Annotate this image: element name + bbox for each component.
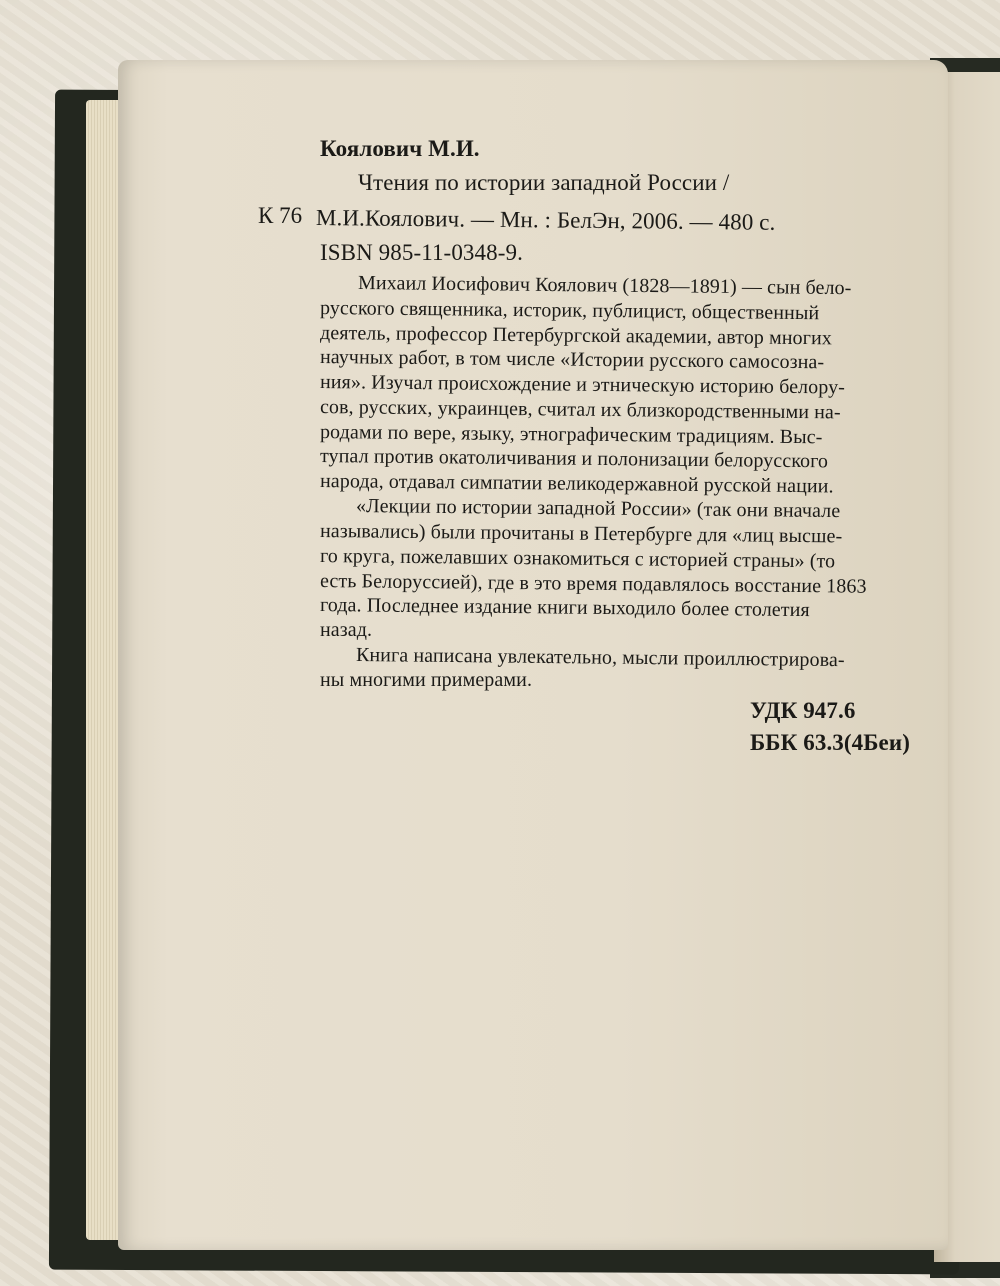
annotation-line: Книга написана увлекательно, мысли проиллюстрирова- <box>355 644 845 672</box>
isbn: ISBN 985-11-0348-9. <box>320 240 523 265</box>
annotation-line: «Лекции по истории западной России» (так они вначале <box>355 495 841 523</box>
annotation-line: ния». Изучал происхождение и этническую историю белору- <box>319 371 846 399</box>
author-heading: Коялович М.И. <box>320 136 480 161</box>
annotation-line: русского священника, историк, публицист, общественный <box>319 297 820 325</box>
annotation-line: назад. <box>320 619 373 641</box>
udk-code: УДК 947.6 <box>750 698 856 723</box>
annotation-line: есть Белоруссией), где в это время подавлялось восстание 1863 <box>319 570 867 598</box>
annotation-line: года. Последнее издание книги выходило более столетия <box>319 594 810 622</box>
publication-line: М.И.Коялович. — Мн. : БелЭн, 2006. — 480 с. <box>315 205 776 235</box>
bbk-code: ББК 63.3(4Беи) <box>750 730 910 755</box>
annotation-line: народа, отдавал симпатии великодержавной русской нации. <box>319 470 834 498</box>
annotation-line: Михаил Иосифович Коялович (1828—1891) — сын бело- <box>357 272 852 300</box>
annotation-line: сов, русских, украинцев, считал их близкородственными на- <box>319 396 841 424</box>
catalog-code: К 76 <box>258 203 303 228</box>
annotation-line: научных работ, в том числе «Истории русского самосозна- <box>319 346 825 374</box>
annotation-line: го круга, пожелавших ознакомиться с историей страны» (то <box>319 545 836 573</box>
annotation-line: тупал против окатоличивания и полонизации белорусского <box>319 445 829 473</box>
title-line: Чтения по истории западной России / <box>358 170 730 195</box>
annotation-line: родами по вере, языку, этнографическим традициям. Выс- <box>319 421 823 449</box>
annotation-line: назывались) были прочитаны в Петербурге для «лиц высше- <box>319 520 843 548</box>
annotation-line: деятель, профессор Петербургской академии, автор многих <box>319 322 833 350</box>
annotation-line: ны многими примерами. <box>320 669 533 691</box>
